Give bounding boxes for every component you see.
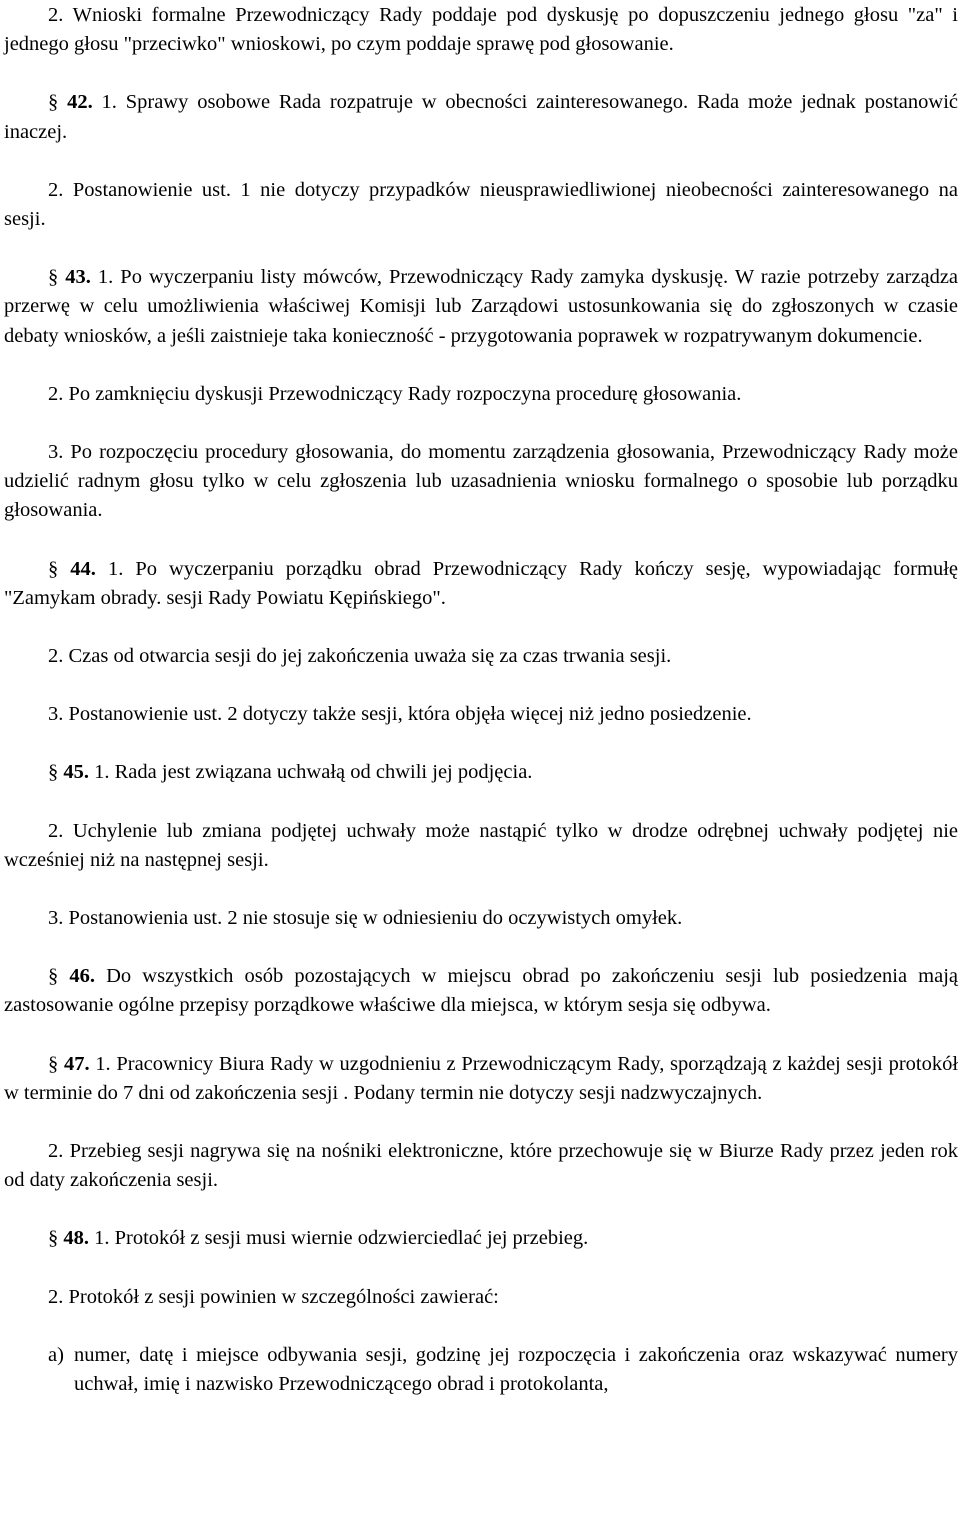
item-number: 1. bbox=[107, 557, 124, 580]
paragraph-text: Wnioski formalne Przewodniczący Rady poddaje pod dyskusję po dopuszczeniu jednego głosu "za" i jednego głosu "przeciwko" wnioskowi, po czym poddaje sprawę pod głosowanie. bbox=[4, 4, 958, 56]
paragraph-text: Pracownicy Biura Rady w uzgodnieniu z Przewodniczącym Rady, sporządzają z każdej sesji protokół w terminie do 7 dni od zakończenia sesji . Podany termin nie dotyczy sesji nadzwyczajnych. bbox=[4, 1052, 959, 1104]
item-number: 2. bbox=[48, 382, 64, 405]
item-number: 2. bbox=[48, 1285, 64, 1308]
paragraph-text: Po wyczerpaniu porządku obrad Przewodniczący Rady kończy sesję, wypowiadając formułę "Zamykam obrady. sesji Rady Powiatu Kępińskiego". bbox=[4, 557, 958, 609]
paragraph bbox=[4, 1137, 958, 1195]
paragraph-text: Po wyczerpaniu listy mówców, Przewodniczący Rady zamyka dyskusję. W razie potrzeby zarządza przerwę w celu umożliwienia właściwej Komisji lub Zarządowi ustosunkowania się do zgłoszonych w czasie debaty wniosków, a jeśli zaistnieje taka konieczność - przygotowania poprawek w rozpatrywanym dokumencie. bbox=[4, 266, 959, 347]
paragraph bbox=[4, 758, 958, 787]
section-number: 42. bbox=[67, 91, 93, 114]
paragraph bbox=[4, 1224, 958, 1253]
item-number: 3. bbox=[48, 907, 64, 930]
paragraph bbox=[4, 962, 958, 1020]
section-sign: § bbox=[48, 1227, 59, 1250]
item-number: 2. bbox=[48, 819, 64, 842]
list-item bbox=[4, 1341, 958, 1399]
paragraph-text: Uchylenie lub zmiana podjętej uchwały może nastąpić tylko w drodze odrębnej uchwały podjętej nie wcześniej niż na następnej sesji. bbox=[4, 819, 958, 871]
section-number: 48. bbox=[63, 1227, 89, 1250]
paragraph bbox=[4, 904, 958, 933]
paragraph-text: Przebieg sesji nagrywa się na nośniki elektroniczne, które przechowuje się w Biurze Rady przez jeden rok od daty zakończenia sesji. bbox=[4, 1140, 958, 1192]
paragraph bbox=[4, 88, 958, 146]
paragraph-text: Rada jest związana uchwałą od chwili jej podjęcia. bbox=[114, 761, 533, 784]
list-item-text: numer, datę i miejsce odbywania sesji, godzinę jej rozpoczęcia i zakończenia oraz wskazywać numery uchwał, imię i nazwisko Przewodniczącego obrad i protokolanta, bbox=[74, 1343, 958, 1396]
section-number: 44. bbox=[70, 557, 96, 580]
paragraph bbox=[4, 176, 958, 234]
paragraph-text: Postanowienie ust. 2 dotyczy także sesji, która objęła więcej niż jedno posiedzenie. bbox=[68, 703, 752, 726]
item-number: 1. bbox=[94, 761, 110, 784]
section-number: 43. bbox=[65, 266, 91, 289]
list-item-label: a) bbox=[48, 1343, 64, 1366]
paragraph bbox=[4, 380, 958, 409]
paragraph bbox=[4, 817, 958, 875]
paragraph bbox=[4, 1, 958, 59]
item-number: 2. bbox=[48, 1140, 64, 1163]
item-number: 3. bbox=[48, 703, 64, 726]
paragraph bbox=[4, 700, 958, 729]
section-sign: § bbox=[48, 965, 59, 988]
item-number: 2. bbox=[48, 4, 64, 26]
paragraph-text: Po rozpoczęciu procedury głosowania, do momentu zarządzenia głosowania, Przewodniczący Rady może udzielić radnym głosu tylko w celu zgłoszenia lub uzasadnienia wniosku formalnego o sposobie lub porządku głosowania. bbox=[4, 441, 959, 522]
section-number: 45. bbox=[63, 761, 89, 784]
item-number: 1. bbox=[97, 266, 114, 289]
section-sign: § bbox=[48, 1052, 59, 1075]
section-sign: § bbox=[48, 761, 59, 784]
paragraph-text: Protokół z sesji musi wiernie odzwierciedlać jej przebieg. bbox=[114, 1227, 589, 1250]
section-number: 47. bbox=[63, 1052, 90, 1075]
paragraph-text: Do wszystkich osób pozostających w miejscu obrad po zakończeniu sesji lub posiedzenia mają zastosowanie ogólne przepisy porządkowe właściwe dla miejsca, w którym sesja się odbywa. bbox=[4, 965, 959, 1017]
item-number: 1. bbox=[94, 1227, 110, 1250]
item-number: 3. bbox=[48, 441, 64, 464]
item-number: 2. bbox=[48, 645, 64, 668]
paragraph-text: Protokół z sesji powinien w szczególności zawierać: bbox=[68, 1285, 499, 1308]
paragraph bbox=[4, 438, 958, 526]
paragraph bbox=[4, 642, 958, 671]
section-sign: § bbox=[48, 91, 59, 114]
section-sign: § bbox=[48, 557, 59, 580]
section-sign: § bbox=[48, 266, 59, 289]
item-number: 1. bbox=[95, 1052, 111, 1075]
paragraph-text: Postanowienie ust. 1 nie dotyczy przypadków nieusprawiedliwionej nieobecności zainteresowanego na sesji. bbox=[4, 178, 958, 231]
paragraph-text: Czas od otwarcia sesji do jej zakończenia uważa się za czas trwania sesji. bbox=[68, 645, 672, 668]
paragraph-text: Postanowienia ust. 2 nie stosuje się w odniesieniu do oczywistych omyłek. bbox=[68, 907, 683, 930]
paragraph-text: Po zamknięciu dyskusji Przewodniczący Rady rozpoczyna procedurę głosowania. bbox=[68, 382, 742, 405]
item-number: 1. bbox=[101, 91, 117, 114]
item-number: 2. bbox=[48, 178, 64, 201]
paragraph bbox=[4, 1283, 958, 1312]
paragraph bbox=[4, 1050, 958, 1108]
section-number: 46. bbox=[69, 965, 95, 988]
paragraph bbox=[4, 555, 958, 613]
paragraph-text: Sprawy osobowe Rada rozpatruje w obecności zainteresowanego. Rada może jednak postanowić inaczej. bbox=[4, 91, 958, 143]
paragraph bbox=[4, 263, 958, 351]
